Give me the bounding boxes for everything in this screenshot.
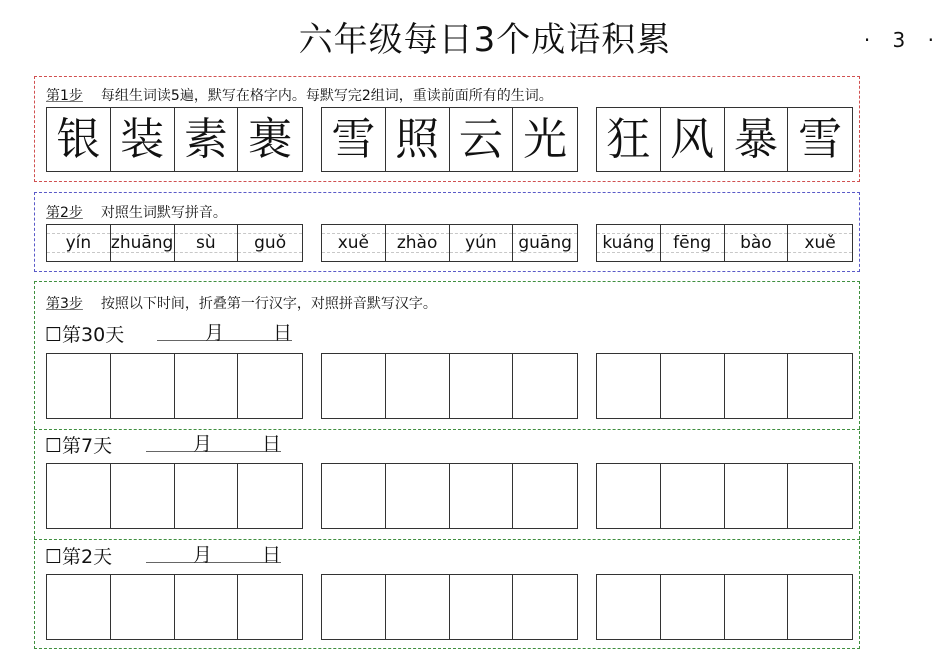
write-cell[interactable] <box>175 354 239 418</box>
hanzi-cell: 狂 <box>597 108 661 171</box>
step1-instruction: 每组生词读5遍，默写在格字内。每默写完2组词，重读前面所有的生词。 <box>100 88 553 104</box>
month-label: 月 <box>193 544 213 566</box>
write-cell[interactable] <box>725 464 789 528</box>
pinyin-cell: fēng <box>661 225 725 261</box>
hanzi-cell: 风 <box>661 108 725 171</box>
hanzi-group-1 <box>46 107 303 172</box>
step3-instruction: 按照以下时间，折叠第一行汉字，对照拼音默写汉字。 <box>100 296 437 312</box>
step3-label: 第3步 <box>46 296 83 312</box>
review-divider <box>34 429 860 430</box>
hanzi-cell: 雪 <box>322 108 386 171</box>
write-cell[interactable] <box>386 575 450 639</box>
write-cell[interactable] <box>597 354 661 418</box>
hanzi-cell: 照 <box>386 108 450 171</box>
page-title: 六年级每日3个成语积累 <box>298 20 672 60</box>
hanzi-cell: 裹 <box>248 113 293 165</box>
hanzi-cell: 云 <box>450 108 514 171</box>
pinyin-cell: bào <box>725 225 789 261</box>
write-cell[interactable] <box>597 464 661 528</box>
day-label: 日 <box>273 322 293 344</box>
checkbox-icon[interactable]: ☐ <box>45 324 63 346</box>
day-label: 日 <box>262 433 282 455</box>
write-cell[interactable] <box>111 464 175 528</box>
review-day-7 <box>45 431 112 458</box>
review-day-label: 第7天 <box>62 435 113 457</box>
step2-instruction: 对照生词默写拼音。 <box>100 205 227 221</box>
review-day-30 <box>45 320 124 347</box>
review-day-label: 第2天 <box>62 546 113 568</box>
write-group <box>321 463 578 529</box>
date-blank[interactable] <box>146 433 282 455</box>
date-blank[interactable] <box>146 544 282 566</box>
pinyin-cell: sù <box>175 225 239 261</box>
hanzi-cell: 素 <box>175 108 239 171</box>
pinyin-group-3 <box>596 224 853 262</box>
write-cell[interactable] <box>661 575 725 639</box>
hanzi-group-3 <box>596 107 853 172</box>
review-day-2 <box>45 542 112 569</box>
pinyin-group-1 <box>46 224 303 262</box>
write-cell[interactable] <box>788 354 852 418</box>
step3-header <box>46 293 437 313</box>
write-group <box>321 574 578 640</box>
step1-label: 第1步 <box>46 88 83 104</box>
pinyin-group-2 <box>321 224 578 262</box>
write-cell[interactable] <box>450 354 514 418</box>
write-cell[interactable] <box>238 354 302 418</box>
write-cell[interactable] <box>513 464 577 528</box>
step2-label: 第2步 <box>46 205 83 221</box>
write-group <box>321 353 578 419</box>
page-number: · 3 · <box>863 28 942 52</box>
write-group <box>596 574 853 640</box>
pinyin-cell: yún <box>450 225 514 261</box>
pinyin-cell: kuáng <box>597 225 661 261</box>
write-cell[interactable] <box>725 354 789 418</box>
write-cell[interactable] <box>788 575 852 639</box>
pinyin-cell: zhuāng <box>111 225 175 261</box>
pinyin-cell: guāng <box>513 225 577 261</box>
hanzi-cell: 雪 <box>798 113 843 165</box>
write-cell[interactable] <box>175 575 239 639</box>
pinyin-cell: zhào <box>386 225 450 261</box>
pinyin-cell: yín <box>47 225 111 261</box>
write-cell[interactable] <box>513 575 577 639</box>
write-cell[interactable] <box>386 354 450 418</box>
write-cell[interactable] <box>47 354 111 418</box>
pinyin-cell: xuě <box>322 225 386 261</box>
step1-header <box>46 85 553 105</box>
hanzi-group-2 <box>321 107 578 172</box>
write-cell[interactable] <box>725 575 789 639</box>
write-cell[interactable] <box>597 575 661 639</box>
write-group <box>596 353 853 419</box>
write-cell[interactable] <box>513 354 577 418</box>
write-cell[interactable] <box>322 464 386 528</box>
write-cell[interactable] <box>661 354 725 418</box>
hanzi-cell: 暴 <box>725 108 789 171</box>
month-label: 月 <box>193 433 213 455</box>
pinyin-cell: guǒ <box>238 225 302 261</box>
write-cell[interactable] <box>322 575 386 639</box>
write-cell[interactable] <box>238 464 302 528</box>
write-cell[interactable] <box>322 354 386 418</box>
month-label: 月 <box>205 322 225 344</box>
write-cell[interactable] <box>386 464 450 528</box>
write-cell[interactable] <box>175 464 239 528</box>
hanzi-cell: 装 <box>111 108 175 171</box>
write-cell[interactable] <box>238 575 302 639</box>
review-day-label: 第30天 <box>62 324 125 346</box>
write-cell[interactable] <box>111 354 175 418</box>
write-group <box>46 463 303 529</box>
write-cell[interactable] <box>47 575 111 639</box>
write-cell[interactable] <box>47 464 111 528</box>
write-cell[interactable] <box>788 464 852 528</box>
date-blank[interactable] <box>157 322 293 344</box>
write-cell[interactable] <box>661 464 725 528</box>
checkbox-icon[interactable]: ☐ <box>45 435 63 457</box>
write-group <box>46 353 303 419</box>
write-group <box>46 574 303 640</box>
write-group <box>596 463 853 529</box>
hanzi-cell: 银 <box>47 108 111 171</box>
write-cell[interactable] <box>111 575 175 639</box>
step2-header <box>46 202 227 222</box>
hanzi-cell: 光 <box>523 113 568 165</box>
review-divider <box>34 539 860 540</box>
day-label: 日 <box>262 544 282 566</box>
pinyin-cell: xuě <box>788 225 852 261</box>
write-cell[interactable] <box>450 464 514 528</box>
checkbox-icon[interactable]: ☐ <box>45 546 63 568</box>
write-cell[interactable] <box>450 575 514 639</box>
